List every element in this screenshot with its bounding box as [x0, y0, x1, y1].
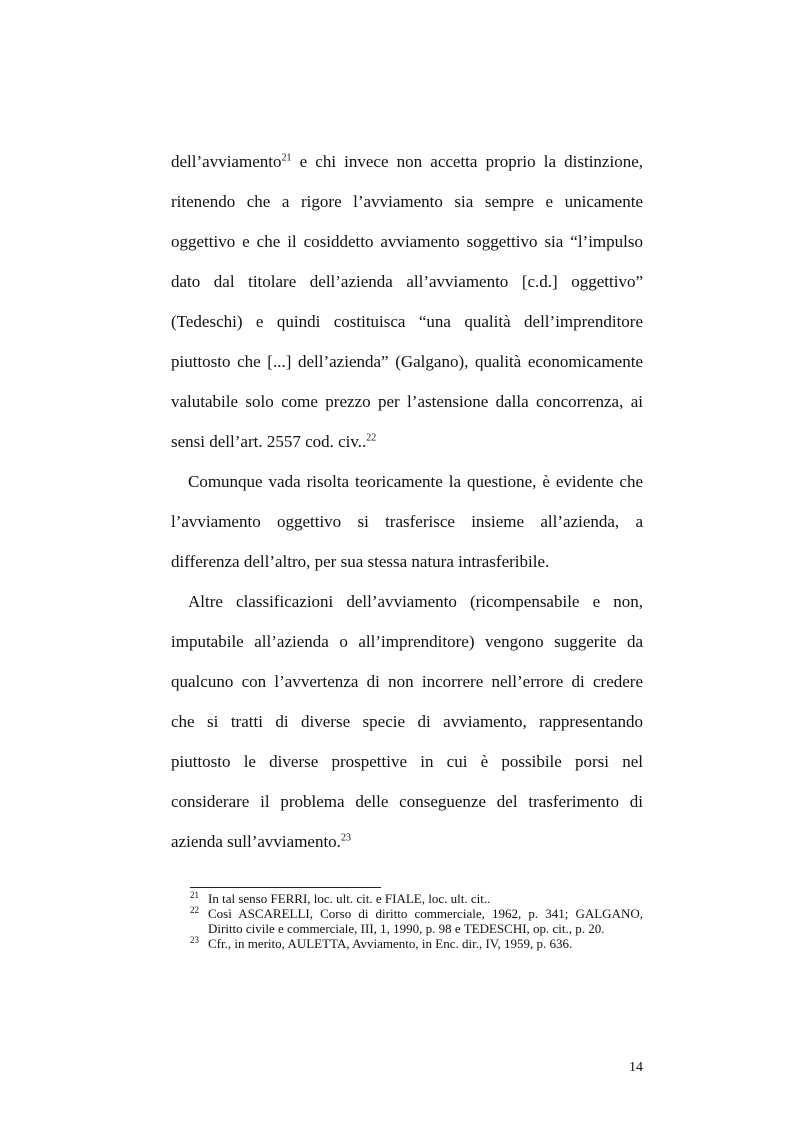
footnote-ref-22[interactable]: 22	[366, 432, 377, 444]
paragraph-1-line-6: piuttosto che [...] dell’azienda” (Galgano), qualità economicamente	[171, 352, 643, 371]
footnote-22-continued	[190, 921, 643, 936]
paragraph-1-line-2: ritenendo che a rigore l’avviamento sia sempre e unicamente	[171, 192, 643, 211]
footnote-22	[190, 906, 643, 921]
footnote-text: Diritto civile e commerciale, III, 1, 1990, p. 98 e TEDESCHI, op. cit., p. 20.	[208, 921, 605, 936]
page-number: 14	[629, 1060, 643, 1075]
paragraph-2-line-1: Comunque vada risolta teoricamente la questione, è evidente che	[188, 472, 643, 491]
footnotes	[190, 891, 643, 951]
paragraph-1-line-1: dell’avviamento$^{21}$ e chi invece non accetta proprio la distinzione,	[171, 152, 643, 171]
paragraph-3-line-5: piuttosto le diverse prospettive in cui è possibile porsi nel	[171, 752, 643, 771]
paragraph-1-line-4: dato dal titolare dell’azienda all’avviamento [c.d.] oggettivo”	[171, 272, 643, 291]
footnote-number: 21	[190, 890, 199, 900]
footnote-text: Così ASCARELLI, Corso di diritto commerciale, 1962, p. 341; GALGANO,	[208, 906, 643, 921]
footnote-number: 22	[190, 905, 199, 915]
footnote-separator	[190, 887, 381, 888]
paragraph-3-line-2: imputabile all’azienda o all’imprenditore) vengono suggerite da	[171, 632, 643, 651]
footnote-ref-23[interactable]: 23	[340, 832, 351, 844]
footnote-21	[190, 891, 643, 906]
paragraph-3-line-1: Altre classificazioni dell’avviamento (ricompensabile e non,	[188, 592, 643, 611]
footnote-ref-21[interactable]: 21	[281, 152, 292, 164]
paragraph-1-line-3: oggettivo e che il cosiddetto avviamento soggettivo sia “l’impulso	[171, 232, 643, 251]
footnote-text: Cfr., in merito, AULETTA, Avviamento, in Enc. dir., IV, 1959, p. 636.	[208, 936, 573, 951]
footnote-text: In tal senso FERRI, loc. ult. cit. e FIALE, loc. ult. cit..	[208, 891, 491, 906]
paragraph-1-line-7: valutabile solo come prezzo per l’astensione dalla concorrenza, ai	[171, 392, 643, 411]
paragraph-3-line-4: che si tratti di diverse specie di avviamento, rappresentando	[171, 712, 643, 731]
footnote-23	[190, 936, 643, 951]
paragraph-1-line-5: (Tedeschi) e quindi costituisca “una qualità dell’imprenditore	[171, 312, 643, 331]
footnote-number: 23	[190, 935, 199, 945]
paragraph-1-line-8: sensi dell’art. 2557 cod. civ..$^{22}$	[171, 432, 377, 451]
paragraph-3-line-7: azienda sull’avviamento.$^{23}$	[171, 832, 351, 851]
paragraph-2-line-2: l’avviamento oggettivo si trasferisce insieme all’azienda, a	[171, 512, 643, 531]
body-text	[171, 145, 643, 865]
paragraph-3-line-3: qualcuno con l’avvertenza di non incorrere nell’errore di credere	[171, 672, 643, 691]
paragraph-3-line-6: considerare il problema delle conseguenze del trasferimento di	[171, 792, 643, 811]
paragraph-2-line-3: differenza dell’altro, per sua stessa natura intrasferibile.	[171, 552, 550, 571]
